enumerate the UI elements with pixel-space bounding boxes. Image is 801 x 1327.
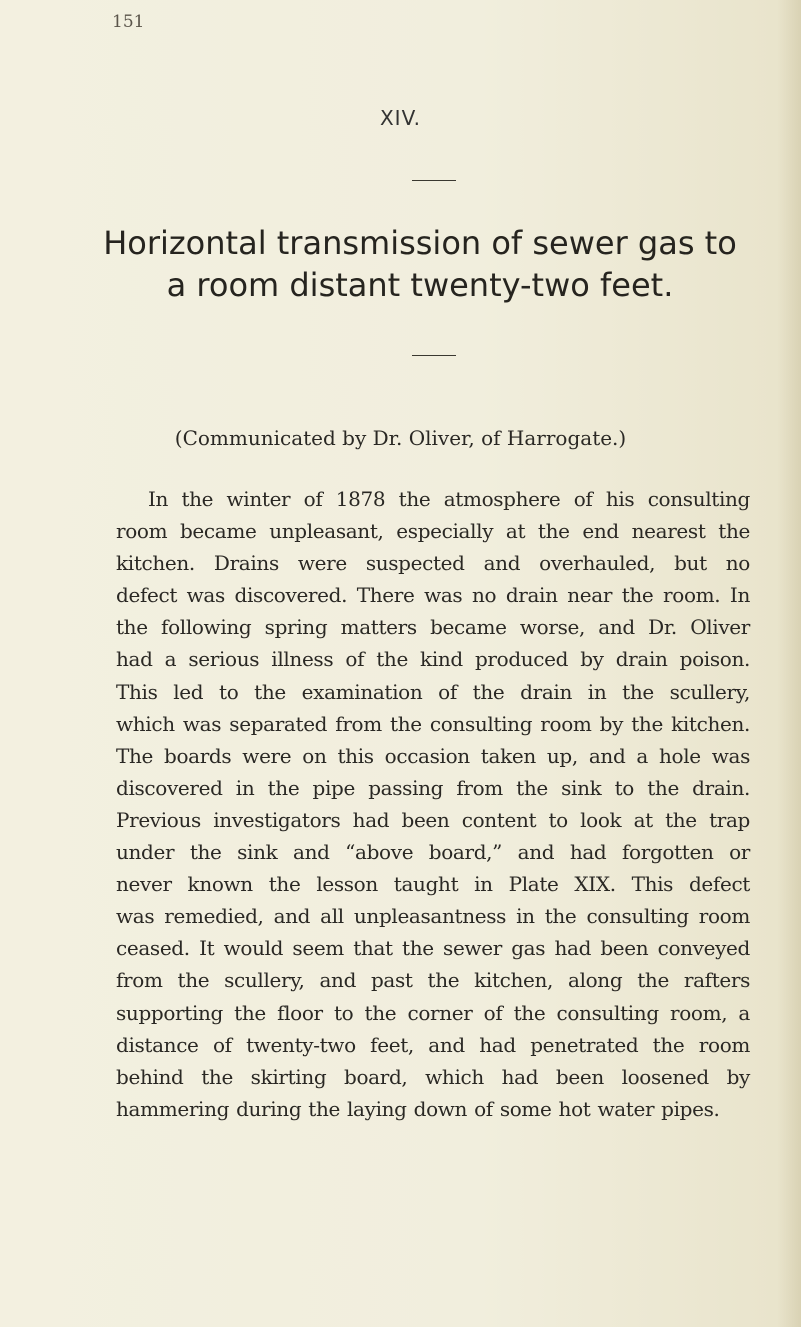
section-title [60,222,780,306]
body-line: room became unpleasant, especially at the end nearest the [116,519,750,544]
body-line: under the sink and “above board,” and had forgotten or [116,840,750,865]
body-line: from the scullery, and past the kitchen, along the rafters [116,968,750,993]
divider-rule [412,355,456,356]
divider-rule [412,180,456,181]
body-line: was remedied, and all unpleasantness in the consulting room [116,904,750,929]
body-line: The boards were on this occasion taken up, and a hole was [116,743,750,768]
body-line: Previous investigators had been content to look at the trap [116,807,750,832]
body-line: ceased. It would seem that the sewer gas had been conveyed [116,936,750,961]
body-line: the following spring matters became worse, and Dr. Oliver [116,615,750,640]
body-line: supporting the floor to the corner of the consulting room, a [116,1000,750,1025]
body-text [116,483,750,1125]
attribution: (Communicated by Dr. Oliver, of Harrogate.) [174,426,627,450]
title-line: Horizontal transmission of sewer gas to [103,224,737,262]
body-line: In the winter of 1878 the atmosphere of his consulting [148,487,750,511]
body-line: behind the skirting board, which had been loosened by [116,1064,750,1089]
body-line: This led to the examination of the drain in the scullery, [116,679,750,704]
body-line: hammering during the laying down of some hot water pipes. [116,1096,720,1121]
title-line: a room distant twenty-two feet. [166,266,674,304]
chapter-number: XIV. [379,106,422,130]
page-number: 151 [112,12,145,32]
body-line: distance of twenty-two feet, and had penetrated the room [116,1032,750,1057]
body-line: which was separated from the consulting room by the kitchen. [116,711,750,736]
body-line: never known the lesson taught in Plate XIX. This defect [116,872,750,897]
body-line: kitchen. Drains were suspected and overhauled, but no [116,551,750,576]
body-line: discovered in the pipe passing from the sink to the drain. [116,775,750,800]
body-line: had a serious illness of the kind produced by drain poison. [116,647,750,672]
body-line: defect was discovered. There was no drain near the room. In [116,583,750,608]
